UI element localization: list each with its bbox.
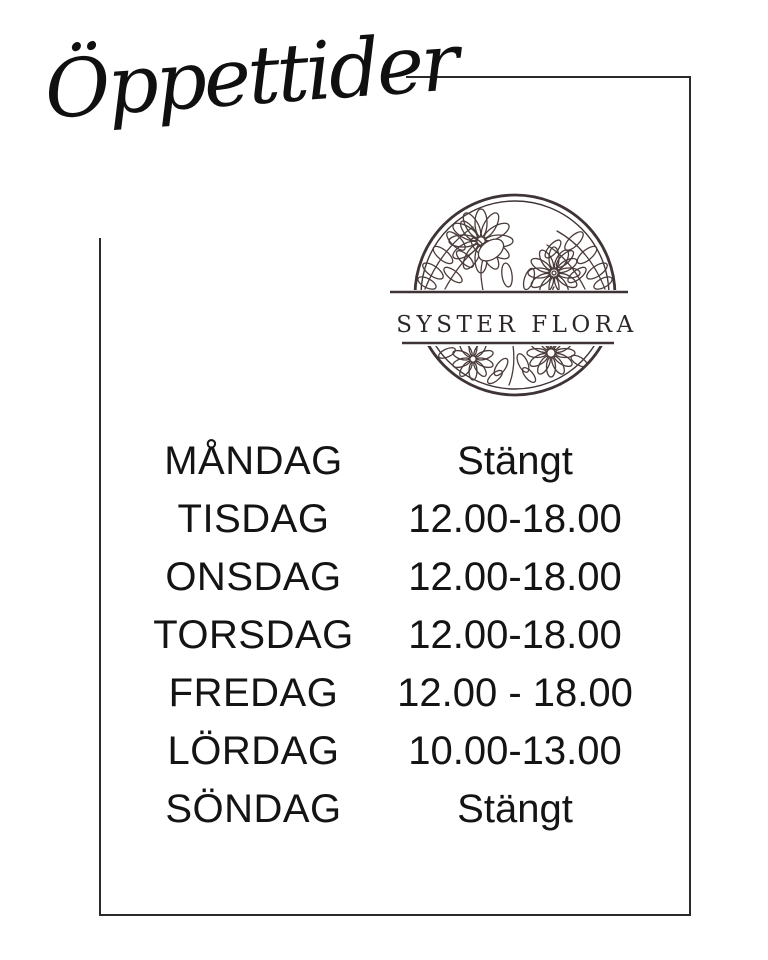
day-label: TISDAG xyxy=(177,496,330,541)
schedule-row xyxy=(130,780,650,838)
day-label: LÖRDAG xyxy=(167,728,340,773)
page-title: Öppettider xyxy=(41,15,460,137)
schedule-row xyxy=(130,490,650,548)
hours-value: 12.00-18.00 xyxy=(408,554,622,599)
daisy-icon xyxy=(449,209,513,273)
schedule-row xyxy=(130,606,650,664)
schedule-row xyxy=(130,548,650,606)
day-label: SÖNDAG xyxy=(165,786,342,831)
hours-value: Stängt xyxy=(457,438,573,483)
hours-value: 12.00-18.00 xyxy=(408,496,622,541)
hours-value: Stängt xyxy=(457,786,573,831)
schedule-row xyxy=(130,432,650,490)
hours-value: 12.00 - 18.00 xyxy=(397,670,633,715)
day-label: TORSDAG xyxy=(153,612,354,657)
schedule-row xyxy=(130,722,650,780)
day-label: MÅNDAG xyxy=(164,438,343,483)
syster-flora-logo xyxy=(383,183,647,413)
hours-value: 12.00-18.00 xyxy=(408,612,622,657)
day-label: ONSDAG xyxy=(165,554,342,599)
schedule-row xyxy=(130,664,650,722)
opening-hours-table xyxy=(130,432,650,838)
day-label: FREDAG xyxy=(168,670,339,715)
logo-brand-text: SYSTER FLORA xyxy=(396,312,638,338)
hours-value: 10.00-13.00 xyxy=(408,728,622,773)
